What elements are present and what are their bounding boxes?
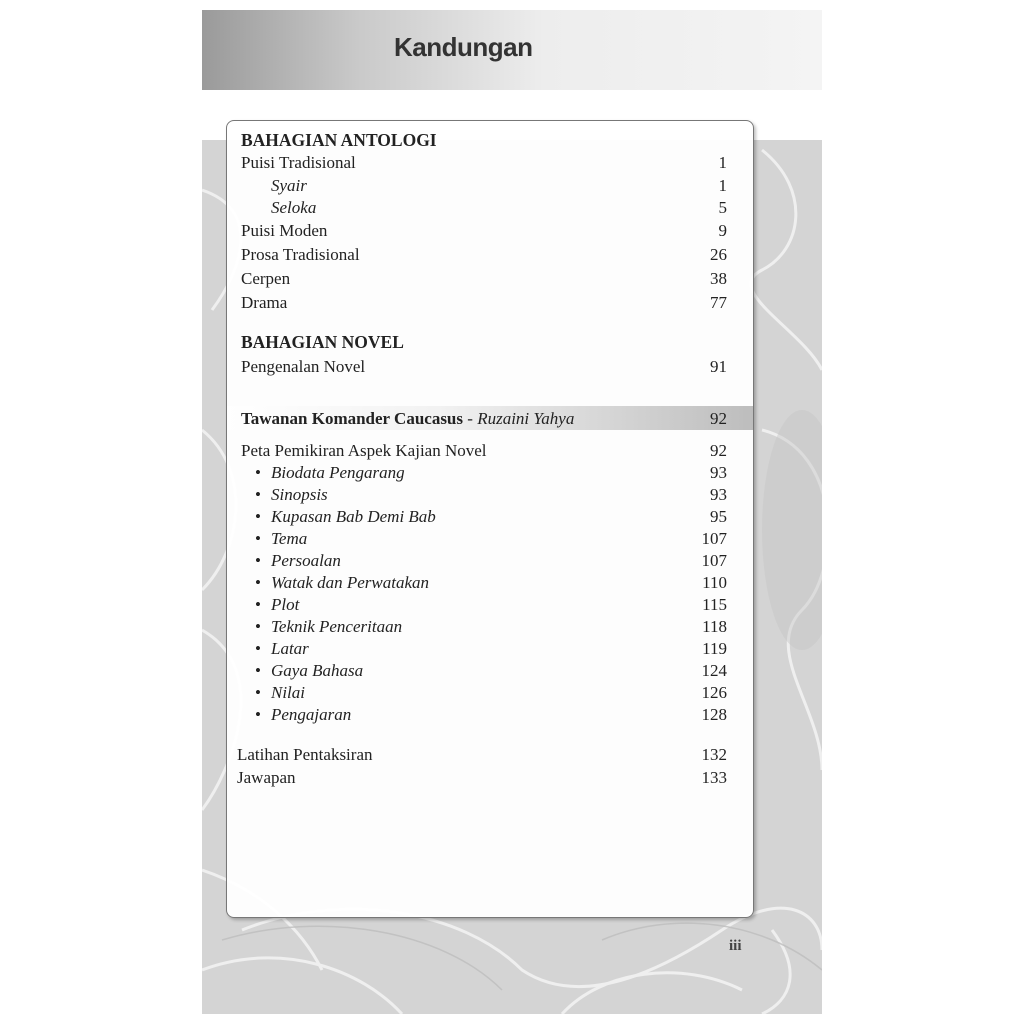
table-of-contents [226, 120, 754, 918]
toc-bullet-entry[interactable]: • Pengajaran 128 [227, 704, 753, 726]
novel-title: Tawanan Komander Caucasus [241, 409, 464, 428]
book-page [202, 10, 822, 1014]
toc-bullet-entry[interactable]: • Biodata Pengarang 93 [227, 462, 753, 484]
toc-entry[interactable]: Puisi Moden 9 [241, 221, 727, 240]
toc-entry-novel-title[interactable]: Tawanan Komander Caucasus - Ruzaini Yahya 92 [241, 409, 727, 428]
section-heading-antologi: BAHAGIAN ANTOLOGI [241, 130, 437, 150]
toc-bullet-entry[interactable]: • Nilai 126 [227, 682, 753, 704]
toc-bullet-entry[interactable]: • Latar 119 [227, 638, 753, 660]
page-number: iii [729, 938, 742, 954]
novel-author: Ruzaini Yahya [477, 409, 575, 428]
toc-bullet-entry[interactable]: • Tema 107 [227, 528, 753, 550]
toc-entry[interactable]: Peta Pemikiran Aspek Kajian Novel 92 [241, 441, 727, 460]
toc-entry[interactable]: Syair 1 [271, 176, 727, 195]
toc-bullet-entry[interactable]: • Kupasan Bab Demi Bab 95 [227, 506, 753, 528]
page-title: Kandungan [394, 32, 533, 62]
toc-entry[interactable]: Latihan Pentaksiran 132 [237, 745, 727, 764]
toc-bullet-entry[interactable]: • Watak dan Perwatakan 110 [227, 572, 753, 594]
toc-entry[interactable]: Prosa Tradisional 26 [241, 245, 727, 264]
toc-bullet-entry[interactable]: • Plot 115 [227, 594, 753, 616]
toc-bullet-entry[interactable]: • Sinopsis 93 [227, 484, 753, 506]
title-separator: - [463, 409, 478, 428]
toc-entry[interactable]: Puisi Tradisional 1 [241, 153, 727, 172]
toc-entry[interactable]: Drama 77 [241, 293, 727, 312]
toc-bullet-entry[interactable]: • Gaya Bahasa 124 [227, 660, 753, 682]
toc-entry[interactable]: Jawapan 133 [237, 768, 727, 787]
toc-bullet-entry[interactable]: • Persoalan 107 [227, 550, 753, 572]
toc-entry[interactable]: Cerpen 38 [241, 269, 727, 288]
toc-bullet-entry[interactable]: • Teknik Penceritaan 118 [227, 616, 753, 638]
section-heading-novel: BAHAGIAN NOVEL [241, 332, 404, 352]
toc-entry[interactable]: Pengenalan Novel 91 [241, 357, 727, 376]
toc-entry[interactable]: Seloka 5 [271, 198, 727, 217]
